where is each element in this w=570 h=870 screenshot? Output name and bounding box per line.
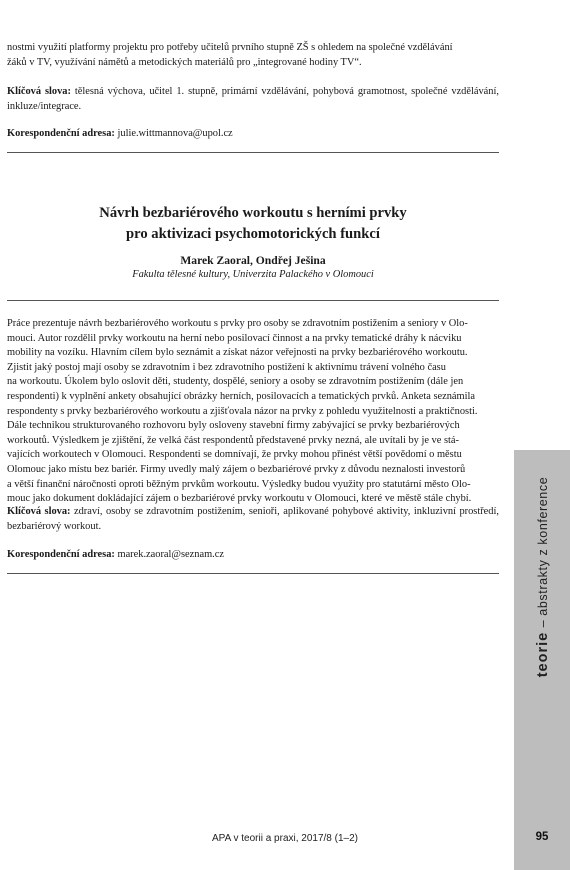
page-number: 95 <box>535 831 549 843</box>
abstract-line: na workoutu. Úkolem bylo oslovit děti, studenty, dospělé, seniory a osoby se zdravotním postižením (dále jen <box>7 376 464 388</box>
previous-abstract-ending <box>7 41 499 70</box>
contact-label: Korespondenční adresa: <box>7 549 115 560</box>
abstract-line: mouc jako dokument dokládající zájem o bezbariérové prvky workoutu v Olomouci, které ve městě stále chybí. <box>7 493 472 505</box>
article-title-line-1: Návrh bezbariérového workoutu s herními prvky <box>99 205 407 221</box>
keywords-label: Klíčová slova: <box>7 506 71 517</box>
abstract-line: mobility na vozíku. Hlavním cílem bylo seznámit a získat názor veřejnosti na prvky bezbariérového workoutu. <box>7 347 468 359</box>
abstract-line: Zjistit jaký postoj mají osoby se zdravotním i bez zdravotního postižení k aktivnímu trávení volného času <box>7 361 446 373</box>
abstract-line: a větší finanční náročnosti oproti běžným prvkům workoutu. Výsledky budou využity pro statutární město Olo- <box>7 478 471 490</box>
article-keywords <box>7 505 499 534</box>
article-title-line-2: pro aktivizaci psychomotorických funkcí <box>126 226 380 242</box>
article-authors: Marek Zaoral, Ondřej Ješina <box>180 254 326 267</box>
abstract-line: respondenti) k vyplnění ankety obsahující obrázky herních, posilovacích a tematických prvků. Anketa seznámila <box>7 390 476 402</box>
section-tab-label-strong: teorie <box>535 631 551 678</box>
section-tab-label-light: – abstrakty z konference <box>536 476 550 628</box>
contact-email: marek.zaoral@seznam.cz <box>117 549 224 560</box>
abstract-line: vajících workoutech v Olomouci. Respondenti se domnívají, že prvky mohou přinést větší povědomí o městu <box>7 449 462 461</box>
abstract-body <box>7 317 499 507</box>
previous-contact <box>7 127 499 142</box>
abstract-line: mouci. Autor rozdělil prvky workoutu na herní nebo posilovací činnost a na prvky tematické dráhy k nácviku <box>7 332 462 344</box>
contact-label: Korespondenční adresa: <box>7 128 115 139</box>
divider-top <box>7 152 499 153</box>
keywords-text: tělesná výchova, učitel 1. stupně, primární vzdělávání, pohybová gramotnost, společné vzdělávání, inkluze/integrace. <box>7 86 499 112</box>
journal-citation: APA v teorii a praxi, 2017/8 (1–2) <box>211 833 358 844</box>
article-affiliation: Fakulta tělesné kultury, Univerzita Palackého v Olomouci <box>132 269 374 280</box>
contact-email: julie.wittmannova@upol.cz <box>117 128 233 139</box>
article-contact <box>7 548 499 563</box>
abstract-line: Olomouc jako místu bez bariér. Firmy uvedly malý zájem o bezbariérové prvky z důvodu neznalosti investorů <box>7 463 466 475</box>
keywords-text: zdraví, osoby se zdravotním postižením, senioři, aplikované pohybové aktivity, inkluzivní prostředí, bezbariérový workout. <box>7 506 499 532</box>
previous-keywords <box>7 85 499 114</box>
abstract-line: workoutů. Výsledkem je zjištění, že velká část respondentů představené prvky nezná, ale uvítali by je ve stá- <box>7 434 459 446</box>
divider-bottom <box>7 573 499 574</box>
divider-middle <box>7 300 499 301</box>
intro-line-1: nostmi využití platformy projektu pro potřeby učitelů prvního stupně ZŠ s ohledem na společné vzdělávání <box>7 42 453 53</box>
keywords-label: Klíčová slova: <box>7 86 71 97</box>
abstract-line: Práce prezentuje návrh bezbariérového workoutu s prvky pro osoby se zdravotním postižením a seniory v Olo- <box>7 318 468 329</box>
section-tab-label <box>534 477 552 678</box>
abstract-line: Dále technikou strukturovaného rozhovoru byly osloveny stavební firmy zabývající se prvky bezbariérových <box>7 420 460 432</box>
abstract-line: respondenty s prvky bezbariérového workoutu a zjišťovala názor na prvky z pohledu využitelnosti a praktičnosti. <box>7 405 478 417</box>
intro-line-2: žáků v TV, využívání námětů a metodických materiálů pro „integrované hodiny TV“. <box>7 56 362 68</box>
